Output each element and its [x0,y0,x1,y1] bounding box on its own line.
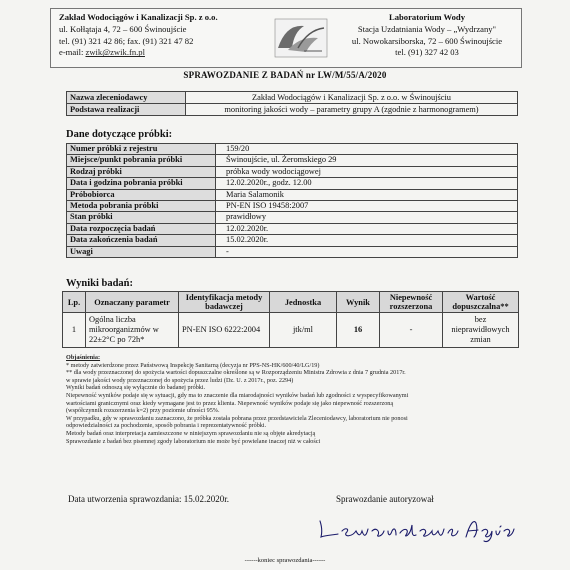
row-label: Próbobiorca [67,189,216,200]
handwritten-signature [316,513,516,543]
client-row [67,92,518,104]
end-of-report: ------koniec sprawozdania------ [244,557,326,564]
company-address: ul. Kołłątaja 4, 72 – 600 Świnoujście [59,23,187,34]
cell-limit: bez nieprawidłowych zmian [443,313,519,348]
row-label: Data i godzina pobrania próbki [67,178,216,189]
table-row [67,166,518,177]
row-label: Data rozpoczęcia badań [67,223,216,234]
row-value: próbka wody wodociągowej [216,166,518,177]
client-name-label: Nazwa zleceniodawcy [67,92,186,104]
note-line: w sprawie jakości wody przeznaczonej do spożycia przez ludzi (Dz. U. z 2017r., poz. 2294) [66,376,294,384]
notes-title: Objaśnienia: [66,354,101,361]
table-row [63,313,519,348]
table-row [67,189,518,200]
col-lp-header: Lp. [63,292,86,313]
row-value: prawidłowy [216,212,518,223]
cell-param: Ogólna liczba mikroorganizmów w 22±2°C po 72h* [86,313,179,348]
client-table [66,91,518,116]
company-email-label: e-mail: [59,47,84,58]
note-line: Niepewność wyników podaje się w sytuacji, gdy ma to znaczenie dla miarodajności wyników badań lub zgodności z wyspecyfikowanymi [66,391,409,399]
company-email-line [59,47,269,59]
lab-phone: tel. (91) 327 42 03 [395,47,459,58]
lab-name: Laboratorium Wody [388,12,465,22]
table-row [67,235,518,246]
letterhead [50,8,522,68]
table-row [67,212,518,223]
client-row [67,104,518,116]
lab-block [333,9,521,67]
row-value: 15.02.2020r. [216,235,518,246]
basis-label: Podstawa realizacji [67,104,186,116]
sample-table [66,143,518,258]
col-uncertainty-header: Niepewność rozszerzona [380,292,443,313]
logo-mark-icon [274,18,328,58]
col-limit-header: Wartość dopuszczalna** [443,292,519,313]
row-label: Uwagi [67,246,216,257]
row-value: Świnoujście, ul. Żeromskiego 29 [216,155,518,166]
table-row [67,223,518,234]
row-value: 12.02.2020r. [216,223,518,234]
col-unit-header: Jednostka [270,292,337,313]
table-row [67,144,518,155]
table-row [67,178,518,189]
note-line: W przypadku, gdy w sprawozdaniu zaznaczono, że próbka została pobrana przez przedstawiciela Zleceniodawcy, laboratorium nie ponosi [66,414,408,422]
authorized-by-label: Sprawozdanie autoryzował [336,494,434,504]
row-value: 12.02.2020r., godz. 12.00 [216,178,518,189]
results-section-title: Wyniki badań: [66,278,134,289]
creation-date: Data utworzenia sprawozdania: 15.02.2020r. [68,494,229,504]
company-phone: tel. (91) 321 42 86; fax. (91) 321 47 82 [59,35,194,46]
client-name-value: Zakład Wodociągów i Kanalizacji Sp. z o.o. w Świnoujściu [186,92,518,104]
row-value: 159/20 [216,144,518,155]
note-line: Wyniki badań odnoszą się wyłącznie do badanej próbki. [66,384,206,392]
company-name: Zakład Wodociągów i Kanalizacji Sp. z o.o. [59,12,218,22]
company-email-link[interactable]: zwik@zwik.fn.pl [85,47,145,58]
row-label: Miejsce/punkt pobrania próbki [67,155,216,166]
row-label: Stan próbki [67,212,216,223]
col-result-header: Wynik [337,292,380,313]
results-header-row [63,292,519,313]
note-line: Metody badań oraz interpretacja zamieszczone w niniejszym sprawozdaniu nie są objęte akredytacją [66,429,316,437]
table-row [67,201,518,212]
cell-method: PN-EN ISO 6222:2004 [179,313,270,348]
col-param-header: Oznaczany parametr [86,292,179,313]
zwik-logo [269,9,333,67]
note-line: wartościami granicznymi oraz kiedy wymagane jest to przez klienta. Niepewność wyników podaje się jako niepewność rozszerzoną [66,399,394,407]
col-method-header: Identyfikacja metody badawczej [179,292,270,313]
row-label: Metoda pobrania próbki [67,201,216,212]
note-line: ** dla wody przeznaczonej do spożycia wartości dopuszczalne określone są w Rozporządzeniu Ministra Zdrowia z dnia 7 grudnia 2017r. [66,369,406,377]
note-line: Sprawozdanie z badań bez pisemnej zgody laboratorium nie może być powielane inaczej niż w całości [66,437,321,445]
note-line: (współczynnik rozszerzenia k=2) przy poziomie ufności 95%. [66,407,220,415]
note-line: * metody zatwierdzone przez Państwową Inspekcję Sanitarną (decyzja nr PPS-NS-HK/600/40/LG/19) [66,361,320,369]
company-block [51,9,269,67]
lab-address: ul. Nowokarsiborska, 72 – 600 Świnoujście [351,35,503,46]
basis-value: monitoring jakości wody – parametry grupy A (zgodnie z harmonogramem) [186,104,518,116]
sample-section-title: Dane dotyczące próbki: [66,129,173,140]
row-value: PN-EN ISO 19458:2007 [216,201,518,212]
row-label: Numer próbki z rejestru [67,144,216,155]
cell-lp: 1 [63,313,86,348]
row-label: Data zakończenia badań [67,235,216,246]
notes-block [66,354,526,445]
table-row [67,155,518,166]
cell-unit: jtk/ml [270,313,337,348]
results-table [62,291,519,348]
lab-station: Stacja Uzdatniania Wody – „Wydrzany" [357,23,497,34]
row-value: Maria Salamonik [216,189,518,200]
report-title: SPRAWOZDANIE Z BADAŃ nr LW/M/55/A/2020 [183,70,387,80]
cell-result: 16 [337,313,380,348]
row-value: - [216,246,518,257]
signature-icon [316,513,516,543]
cell-uncertainty: - [380,313,443,348]
note-line: odpowiedzialności za pochodzenie, sposób pobrania i reprezentatywność próbki. [66,422,267,430]
row-label: Rodzaj próbki [67,166,216,177]
table-row [67,246,518,257]
